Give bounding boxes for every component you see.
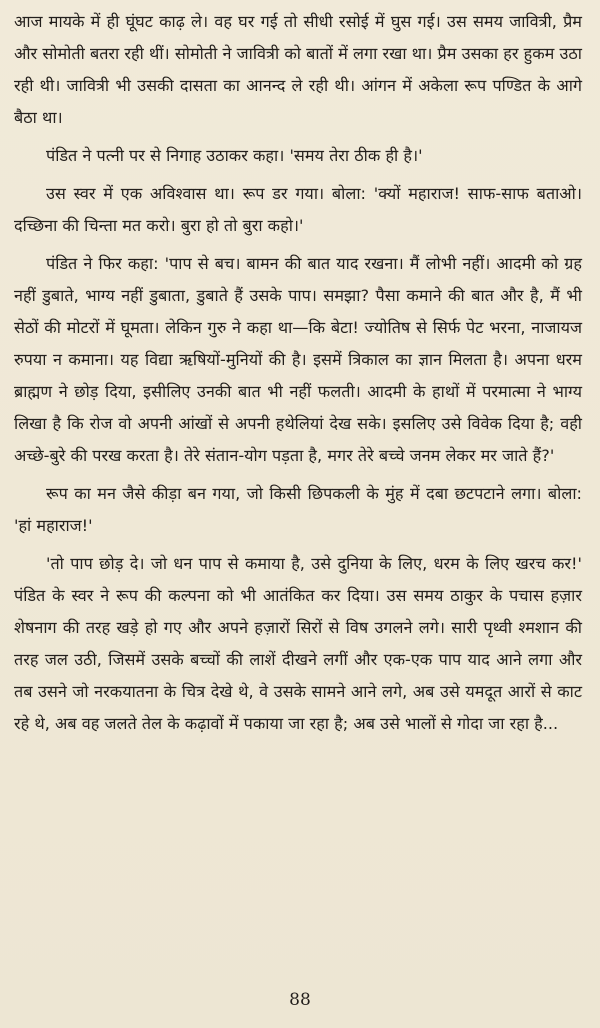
- page-text: [14, 6, 582, 740]
- paragraph: 'तो पाप छोड़ दे। जो धन पाप से कमाया है, उसे दुनिया के लिए, धरम के लिए खरच कर!' पंडित के स्वर ने रूप की कल्पना को भी आतंकित कर दिया। उस समय ठाकुर के पचास हज़ार शेषनाग की तरह खड़े हो गए और अपने हज़ारों सिरों से विष उगलने लगे। सारी पृथ्वी श्मशान की तरह जल उठी, जिसमें उसके बच्चों की लाशें दीखने लगीं और एक-एक पाप याद आने लगा और तब उसने जो नरकयातना के चित्र देखे थे, वे उसके सामने आने लगे, अब उसे यमदूत आरों से काट रहे थे, अब वह जलते तेल के कढ़ावों में पकाया जा रहा है; अब उसे भालों से गोदा जा रहा है...: [14, 554, 582, 733]
- page-number: 88: [289, 990, 311, 1010]
- paragraph: रूप का मन जैसे कीड़ा बन गया, जो किसी छिपकली के मुंह में दबा छटपटाने लगा। बोला: 'हां महाराज!': [14, 484, 582, 535]
- paragraph-continued: आज मायके में ही घूंघट काढ़ ले। वह घर गई तो सीधी रसोई में घुस गई। उस समय जावित्री, प्रैम और सोमोती बतरा रही थीं। सोमोती ने जावित्री को बातों में लगा रखा था। प्रैम उसका हर हुकम उठा रही थी। जावित्री भी उसकी दासता का आनन्द ले रही थी। आंगन में अकेला रूप पण्डित के आगे बैठा था।: [14, 12, 582, 127]
- paragraph: पंडित ने पत्नी पर से निगाह उठाकर कहा। 'समय तेरा ठीक ही है।': [46, 146, 423, 165]
- paragraph: पंडित ने फिर कहा: 'पाप से बच। बामन की बात याद रखना। मैं लोभी नहीं। आदमी को ग्रह नहीं डुबाते, भाग्य नहीं डुबाता, डुबाते हैं उसके पाप। समझा? पैसा कमाने की बात और है, मैं भी सेठों की मोटरों में घूमता। लेकिन गुरु ने कहा था—कि बेटा! ज्योतिष से सिर्फ पेट भरना, नाजायज रुपया न कमाना। यह विद्या ऋषियों-मुनियों की है। इसमें त्रिकाल का ज्ञान मिलता है। अपना धरम ब्राह्मण ने छोड़ दिया, इसीलिए उनकी बात भी नहीं फलती। आदमी के हाथों में परमात्मा ने भाग्य लिखा है कि रोज वो अपनी आंखों से अपनी हथेलियां देख सके। इसलिए उसे विवेक दिया है; वही अच्छे-बुरे की परख करता है। तेरे संतान-योग पड़ता है, मगर तेरे बच्चे जनम लेकर मर जाते हैं?': [14, 254, 582, 465]
- paragraph: उस स्वर में एक अविश्वास था। रूप डर गया। बोला: 'क्यों महाराज! साफ-साफ बताओ। दच्छिना की चिन्ता मत करो। बुरा हो तो बुरा कहो।': [14, 184, 582, 235]
